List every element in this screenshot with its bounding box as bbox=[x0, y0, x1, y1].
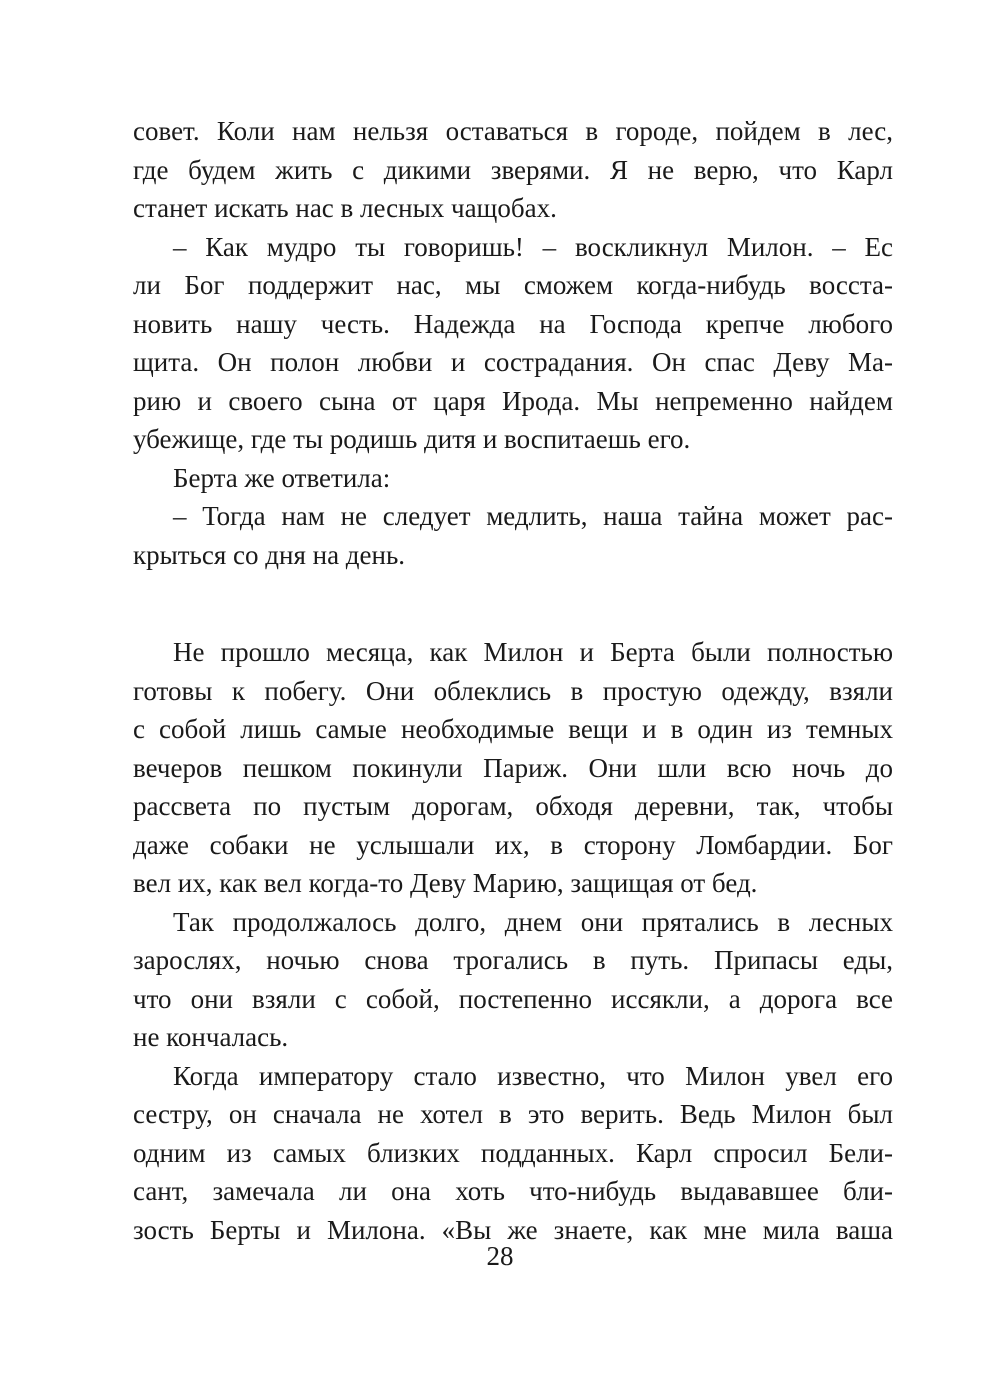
text-line: зость Берты и Милона. «Вы же знаете, как мне мила ваша bbox=[133, 1214, 893, 1245]
text-line: станет искать нас в лесных чащобах. bbox=[133, 193, 557, 223]
text-line: щита. Он полон любви и сострадания. Он спас Деву Ма- bbox=[133, 347, 893, 377]
text-line: убежище, где ты родишь дитя и воспитаешь его. bbox=[133, 424, 691, 454]
text-line: одним из самых близких подданных. Карл спросил Бели- bbox=[133, 1137, 893, 1168]
paragraph bbox=[133, 112, 893, 228]
text-line: вел их, как вел когда-то Деву Марию, защищая от бед. bbox=[133, 868, 758, 898]
text-line: готовы к побегу. Они облеклись в простую одежду, взяли bbox=[133, 675, 893, 706]
section-break bbox=[133, 574, 893, 633]
paragraph bbox=[133, 459, 893, 498]
text-line: ли Бог поддержит нас, мы сможем когда-нибудь восста- bbox=[133, 270, 893, 300]
page-body-text bbox=[133, 112, 893, 1249]
text-line: Берта же ответила: bbox=[173, 462, 391, 493]
text-line: рию и своего сына от царя Ирода. Мы непременно найдем bbox=[133, 385, 893, 416]
paragraph bbox=[133, 633, 893, 903]
text-line: рассвета по пустым дорогам, обходя деревни, так, чтобы bbox=[133, 791, 893, 821]
text-line: не кончалась. bbox=[133, 1022, 289, 1052]
text-line: где будем жить с дикими зверями. Я не верю, что Карл bbox=[133, 154, 893, 185]
text-line: – Тогда нам не следует медлить, наша тайна может рас- bbox=[173, 501, 893, 531]
text-line: что они взяли с собой, постепенно иссякли, а дорога все bbox=[133, 983, 893, 1014]
paragraph bbox=[133, 903, 893, 1057]
text-line: даже собаки не услышали их, в сторону Ломбардии. Бог bbox=[133, 829, 893, 860]
text-line: Когда императору стало известно, что Милон увел его bbox=[173, 1060, 893, 1091]
paragraph bbox=[133, 1057, 893, 1250]
text-line: зарослях, ночью снова трогались в путь. Припасы еды, bbox=[133, 945, 893, 975]
text-line: сант, замечала ли она хоть что-нибудь выдававшее бли- bbox=[133, 1176, 893, 1206]
text-line: совет. Коли нам нельзя оставаться в городе, пойдем в лес, bbox=[133, 116, 893, 146]
text-line: сестру, он сначала не хотел в это верить. Ведь Милон был bbox=[133, 1099, 893, 1129]
text-line: вечеров пешком покинули Париж. Они шли всю ночь до bbox=[133, 752, 893, 783]
paragraph bbox=[133, 228, 893, 459]
paragraph bbox=[133, 497, 893, 574]
text-line: Не прошло месяца, как Милон и Берта были полностью bbox=[173, 637, 893, 667]
text-line: крыться со дня на день. bbox=[133, 539, 406, 570]
text-line: Так продолжалось долго, днем они прятались в лесных bbox=[173, 906, 893, 937]
text-line: – Как мудро ты говоришь! – воскликнул Милон. – Ес bbox=[173, 231, 893, 262]
text-line: с собой лишь самые необходимые вещи и в один из темных bbox=[133, 714, 893, 744]
page-number: 28 bbox=[486, 1241, 514, 1271]
text-line: новить нашу честь. Надежда на Господа крепче любого bbox=[133, 308, 893, 339]
